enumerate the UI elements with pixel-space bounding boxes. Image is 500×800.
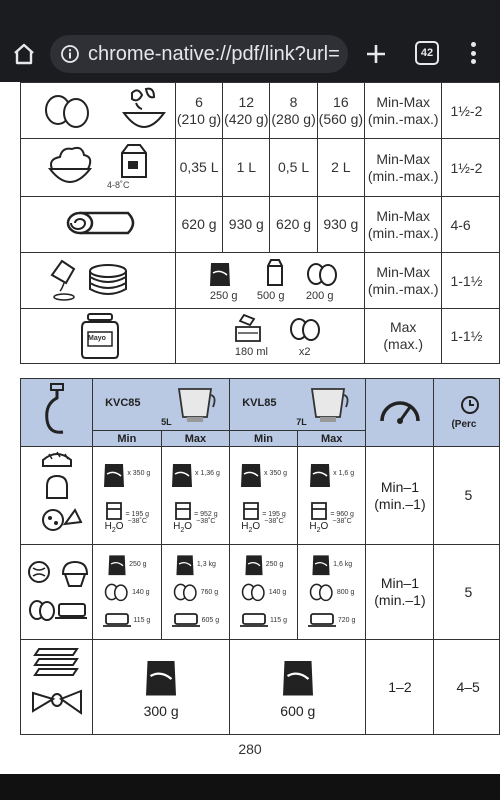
water-temp: ~38˚C bbox=[127, 517, 147, 525]
flour-amount: 250 g bbox=[209, 290, 238, 302]
whisk-table bbox=[20, 82, 500, 364]
flour-amount: 250 g bbox=[265, 560, 284, 568]
flour-bag-icon bbox=[175, 552, 195, 576]
speed-cell: Min-Max (min.-max.) bbox=[364, 139, 441, 197]
eggs-icon bbox=[306, 262, 340, 286]
flour-bag-icon bbox=[144, 655, 178, 697]
milk-carton-icon bbox=[265, 258, 285, 286]
measuring-cup-icon bbox=[174, 501, 192, 521]
butter-icon bbox=[103, 612, 131, 628]
pancake-icon-cell bbox=[21, 253, 176, 309]
milk-amount: 500 g bbox=[256, 290, 285, 302]
flour-bag-icon bbox=[103, 460, 125, 488]
water-temp: ~38˚C bbox=[196, 517, 216, 525]
time-cell: 1-1½ bbox=[442, 253, 500, 309]
pasta-amount: 300 g bbox=[143, 703, 179, 719]
speed-cell: Min–1 (min.–1) bbox=[366, 447, 434, 545]
flour-bag-icon bbox=[107, 552, 127, 576]
eggs-amount: 140 g bbox=[268, 588, 287, 596]
flour-bag-icon bbox=[240, 460, 262, 488]
dough-hook-table bbox=[20, 378, 500, 735]
water-label: $H_2O$ bbox=[104, 521, 124, 534]
kvl-pasta bbox=[230, 640, 366, 735]
measuring-cup-icon bbox=[105, 501, 123, 521]
dough-hook-icon bbox=[37, 380, 77, 440]
plus-icon bbox=[362, 40, 390, 68]
flour-amount: x 1,6 g bbox=[333, 470, 355, 477]
bread-pizza-icon bbox=[27, 448, 87, 538]
eggs-amount: 140 g bbox=[132, 588, 150, 596]
table-cell: 620 g bbox=[175, 197, 222, 253]
butter-icon bbox=[240, 612, 268, 628]
butter-icon bbox=[308, 612, 336, 628]
clock-icon bbox=[460, 395, 480, 415]
kvc-max-bread bbox=[161, 447, 230, 545]
time-cell: 5 bbox=[434, 545, 500, 640]
oil-jug-icon bbox=[232, 313, 264, 343]
dough-hook-header bbox=[21, 379, 93, 447]
water-amount: = 195 g bbox=[262, 510, 286, 518]
info-icon[interactable] bbox=[60, 44, 80, 64]
tabs-icon[interactable] bbox=[415, 41, 439, 65]
table-cell: 0,35 L bbox=[175, 139, 222, 197]
eggs-amount: 800 g bbox=[336, 588, 355, 596]
flour-bag-icon bbox=[281, 655, 315, 697]
eggs-icon bbox=[309, 582, 335, 602]
water-temp: ~38˚C bbox=[332, 517, 352, 525]
mayo-label: Mayo bbox=[88, 335, 106, 342]
sponge-roll-icon bbox=[28, 203, 168, 243]
mayo-icon-cell bbox=[21, 309, 176, 364]
system-nav-bar bbox=[0, 774, 500, 800]
kvc-max-cakes bbox=[161, 545, 230, 640]
flour-amount: x 350 g bbox=[264, 470, 288, 477]
kvc-pasta bbox=[93, 640, 230, 735]
table-cell: 12 (420 g) bbox=[223, 83, 270, 139]
kvl85-header bbox=[230, 379, 366, 431]
kvc-min-cakes bbox=[93, 545, 162, 640]
max-label: Max bbox=[161, 431, 230, 447]
speed-cell: Max (max.) bbox=[364, 309, 441, 364]
eggs-whisk-icon bbox=[28, 83, 168, 135]
flour-amount: 250 g bbox=[129, 560, 147, 568]
speed-cell: 1–2 bbox=[366, 640, 434, 735]
url-bar[interactable] bbox=[50, 35, 348, 73]
speed-cell: Min-Max (min.-max.) bbox=[364, 83, 441, 139]
table-cell: 930 g bbox=[223, 197, 270, 253]
eggs-amount: 760 g bbox=[200, 588, 219, 596]
model-name: KVC85 bbox=[105, 397, 141, 409]
kvl-min-cakes bbox=[230, 545, 298, 640]
model-name: KVL85 bbox=[242, 397, 277, 409]
table-cell: 930 g bbox=[317, 197, 364, 253]
water-label: $H_2O$ bbox=[241, 521, 261, 534]
url-text: chrome-native://pdf/link?url= bbox=[88, 42, 340, 65]
speed-cell: Min-Max (min.-max.) bbox=[364, 197, 441, 253]
table-row bbox=[21, 253, 500, 309]
table-row bbox=[21, 197, 500, 253]
water-label: $H_2O$ bbox=[309, 521, 329, 534]
min-label: Min bbox=[93, 431, 162, 447]
pancake-ingredients bbox=[175, 253, 364, 309]
table-cell: 6 (210 g) bbox=[175, 83, 222, 139]
kvc-min-bread bbox=[93, 447, 162, 545]
speedometer-icon bbox=[378, 395, 422, 425]
bowl-size: 5L bbox=[161, 417, 172, 427]
eggs-icon bbox=[241, 582, 267, 602]
table-cell: 2 L bbox=[317, 139, 364, 197]
speed-cell: Min-Max (min.-max.) bbox=[364, 253, 441, 309]
time-cell: 4–5 bbox=[434, 640, 500, 735]
flour-amount: 1,3 kg bbox=[196, 560, 216, 568]
eggs-icon bbox=[104, 582, 130, 602]
butter-amount: 115 g bbox=[133, 616, 151, 624]
time-cell: 1½-2 bbox=[442, 139, 500, 197]
kvl-max-cakes bbox=[297, 545, 366, 640]
cakes-icon bbox=[25, 550, 89, 630]
home-icon bbox=[8, 38, 40, 70]
flour-amount: x 350 g bbox=[127, 470, 151, 477]
table-row bbox=[21, 447, 500, 545]
oil-amount: 180 ml bbox=[234, 346, 268, 358]
table-row bbox=[21, 309, 500, 364]
water-label: $H_2O$ bbox=[173, 521, 193, 534]
mayo-ingredients bbox=[175, 309, 364, 364]
table-row bbox=[21, 640, 500, 735]
table-cell: 1 L bbox=[223, 139, 270, 197]
pasta-icon bbox=[25, 643, 89, 727]
bread-icon-cell bbox=[21, 447, 93, 545]
time-cell: 1-1½ bbox=[442, 309, 500, 364]
measuring-cup-icon bbox=[242, 501, 260, 521]
butter-amount: 720 g bbox=[337, 616, 356, 624]
time-cell: 1½-2 bbox=[442, 83, 500, 139]
flour-bag-icon bbox=[244, 552, 264, 576]
status-bar bbox=[0, 0, 500, 26]
whipped-cream-icon bbox=[28, 139, 168, 193]
tab-count: 42 bbox=[420, 47, 434, 59]
roll-icon-cell bbox=[21, 197, 176, 253]
flour-amount: x 1,36 g bbox=[194, 470, 220, 477]
kvc85-header bbox=[93, 379, 230, 431]
time-header-label: (Perc bbox=[451, 419, 477, 430]
time-cell: 4-6 bbox=[442, 197, 500, 253]
table-cell: 8 (280 g) bbox=[270, 83, 317, 139]
cakes-icon-cell bbox=[21, 545, 93, 640]
cream-icon-cell bbox=[21, 139, 176, 197]
bowl-icon bbox=[306, 383, 350, 425]
page-number: 280 bbox=[238, 741, 262, 757]
max-label: Max bbox=[297, 431, 366, 447]
flour-bag-icon bbox=[171, 460, 193, 488]
new-tab-button[interactable] bbox=[362, 40, 390, 68]
pasta-icon-cell bbox=[21, 640, 93, 735]
flour-bag-icon bbox=[309, 460, 331, 488]
flour-amount: 1,6 kg bbox=[333, 560, 353, 568]
butter-amount: 605 g bbox=[201, 616, 220, 624]
water-temp: ~38˚C bbox=[264, 517, 284, 525]
browser-toolbar bbox=[0, 26, 500, 82]
kvl-min-bread bbox=[230, 447, 298, 545]
eggs-amount: 200 g bbox=[305, 290, 334, 302]
water-amount: = 195 g bbox=[125, 510, 150, 518]
min-label: Min bbox=[230, 431, 298, 447]
flour-bag-icon bbox=[209, 259, 231, 287]
cream-temp: 4-8˚C bbox=[107, 180, 130, 190]
pancakes-icon bbox=[28, 253, 168, 305]
eggs-icon bbox=[173, 582, 199, 602]
menu-icon[interactable] bbox=[466, 40, 480, 68]
table-row bbox=[21, 545, 500, 640]
speed-cell: Min–1 (min.–1) bbox=[366, 545, 434, 640]
eggs-icon bbox=[289, 317, 323, 341]
table-cell: 0,5 L bbox=[270, 139, 317, 197]
table-row bbox=[21, 139, 500, 197]
pdf-page[interactable] bbox=[0, 82, 500, 774]
eggs-amount: x2 bbox=[298, 346, 311, 358]
table-row bbox=[21, 83, 500, 139]
eggs-icon-cell bbox=[21, 83, 176, 139]
butter-amount: 115 g bbox=[270, 616, 288, 624]
measuring-cup-icon bbox=[310, 501, 328, 521]
table-cell: 16 (560 g) bbox=[317, 83, 364, 139]
home-button[interactable] bbox=[8, 38, 40, 70]
water-amount: = 952 g bbox=[194, 510, 218, 518]
speed-header bbox=[366, 379, 434, 447]
butter-icon bbox=[172, 612, 200, 628]
table-cell: 620 g bbox=[270, 197, 317, 253]
bowl-icon bbox=[173, 383, 217, 425]
kvl-max-bread bbox=[297, 447, 366, 545]
bowl-size: 7L bbox=[296, 417, 307, 427]
water-amount: = 960 g bbox=[330, 510, 354, 518]
time-cell: 5 bbox=[434, 447, 500, 545]
time-header bbox=[434, 379, 500, 447]
flour-bag-icon bbox=[311, 552, 331, 576]
pasta-amount: 600 g bbox=[280, 703, 316, 719]
